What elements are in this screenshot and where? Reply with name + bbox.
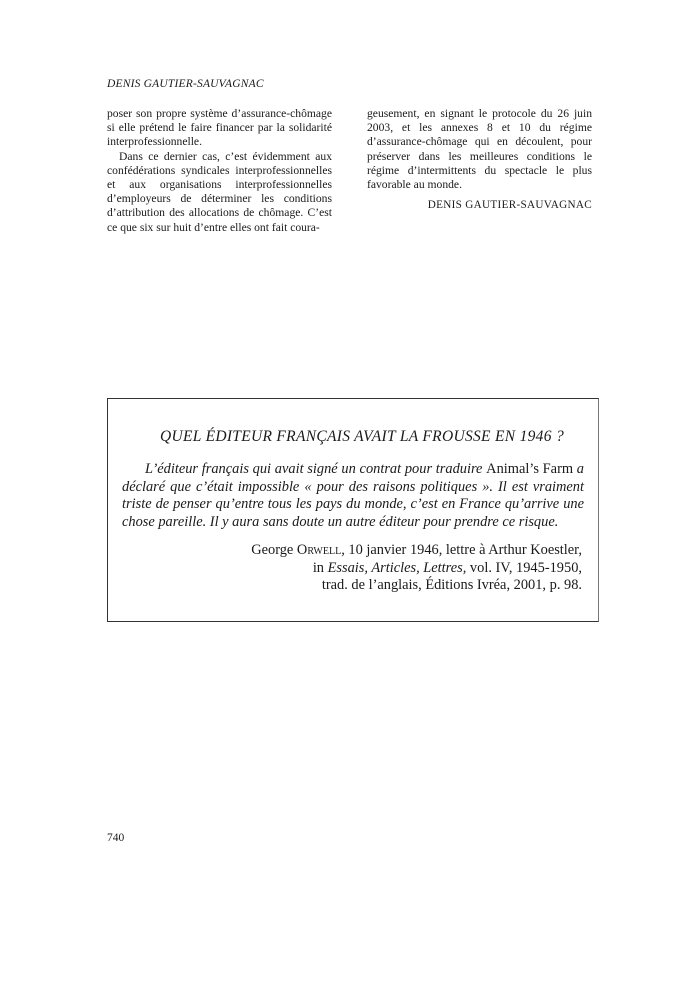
page-number: 740 bbox=[107, 832, 125, 844]
quote-text-part-1: L’éditeur français qui avait signé un contrat pour traduire bbox=[145, 461, 487, 477]
quote-text-part-2: a déclaré que c’était impossible « pour des raisons politiques ». Il est vraiment triste de penser qu’entre tous les pays du monde, c’est en France qu’arrive une chose pareille. Il y aura sans doute un autre éditeur pour prendre ce risque. bbox=[122, 461, 584, 530]
citation-line-2 bbox=[251, 560, 582, 578]
quote-text bbox=[122, 461, 584, 531]
left-paragraph-1: poser son propre système d’assurance-chômage si elle prétend le faire financer par la solidarité interprofessionnelle. bbox=[107, 107, 332, 149]
left-column bbox=[107, 107, 332, 235]
running-head: DENIS GAUTIER-SAUVAGNAC bbox=[107, 78, 264, 90]
author-signature: DENIS GAUTIER-SAUVAGNAC bbox=[427, 199, 592, 212]
right-column bbox=[367, 107, 592, 212]
quote-box bbox=[107, 398, 599, 622]
citation-author-last: Orwell bbox=[296, 542, 342, 558]
citation-line-1-rest: , 10 janvier 1946, lettre à Arthur Koestler, bbox=[341, 542, 582, 558]
citation-author-first: George bbox=[251, 542, 297, 558]
quote-title: QUEL ÉDITEUR FRANÇAIS AVAIT LA FROUSSE EN 1946 ? bbox=[160, 428, 564, 445]
citation-book: Essais, Articles, Lettres, bbox=[327, 559, 467, 576]
citation-in: in bbox=[312, 559, 328, 576]
right-paragraph-1: geusement, en signant le protocole du 26 juin 2003, et les annexes 8 et 10 du régime d’assurance-chômage qui en découlent, pour préserver dans les meilleures conditions le régime d’intermittents du spectacle le plus favorable au monde. bbox=[367, 107, 592, 192]
left-paragraph-2: Dans ce dernier cas, c’est évidemment aux confédérations syndicales interprofessionnelles et aux organisations interprofessionnelles d’employeurs de déterminer les conditions d’attribution des allocations de chômage. C’est ce que six sur huit d’entre elles ont fait coura- bbox=[107, 149, 332, 234]
quote-book-title: Animal’s Farm bbox=[486, 461, 574, 477]
quote-citation bbox=[251, 542, 582, 595]
citation-line-2-rest: vol. IV, 1945-1950, bbox=[466, 559, 582, 576]
citation-line-3: trad. de l’anglais, Éditions Ivréa, 2001, p. 98. bbox=[321, 577, 582, 593]
citation-line-1 bbox=[251, 542, 582, 560]
